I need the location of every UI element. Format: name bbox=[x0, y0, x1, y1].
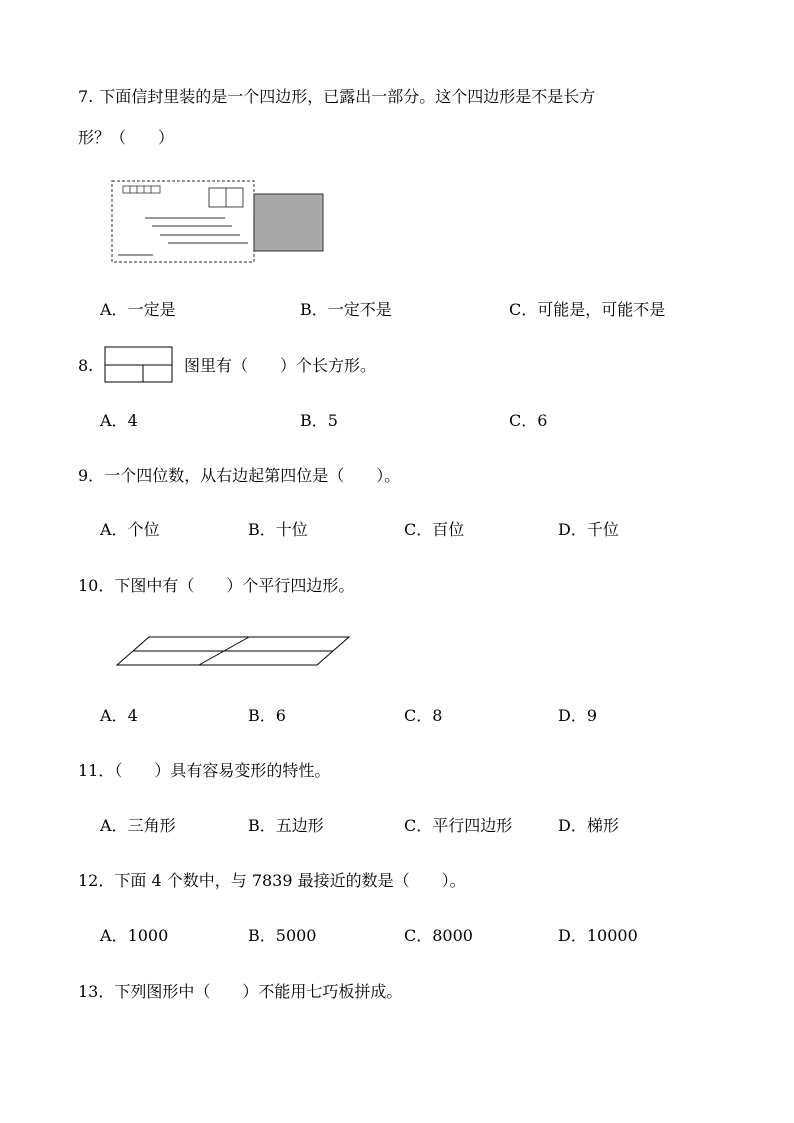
question-7-line2: 形？（ ） bbox=[78, 128, 175, 147]
q12-option-a[interactable]: A．1000 bbox=[100, 926, 169, 945]
question-7-text: 下面信封里装的是一个四边形，已露出一部分。这个四边形是不是长方 bbox=[99, 87, 596, 106]
q7-option-a[interactable]: A．一定是 bbox=[100, 300, 176, 319]
q9-option-c[interactable]: C．百位 bbox=[404, 520, 465, 539]
q8-option-c[interactable]: C．6 bbox=[509, 411, 548, 430]
q7-option-c[interactable]: C．可能是，可能不是 bbox=[509, 300, 666, 319]
q7-option-b[interactable]: B．一定不是 bbox=[300, 300, 392, 319]
question-8-text: 图里有（ ）个长方形。 bbox=[184, 356, 377, 375]
q12-option-b[interactable]: B．5000 bbox=[248, 926, 317, 945]
q10-option-d[interactable]: D．9 bbox=[558, 706, 598, 725]
question-13 bbox=[78, 984, 402, 1000]
q9-option-d[interactable]: D．千位 bbox=[558, 520, 619, 539]
q11-option-a[interactable]: A．三角形 bbox=[100, 816, 176, 835]
question-13-text: 下列图形中（ ）不能用七巧板拼成。 bbox=[114, 982, 403, 1001]
question-8-number: 8. bbox=[78, 356, 94, 375]
question-12-text: 下面 4 个数中，与 7839 最接近的数是（ ）。 bbox=[114, 871, 466, 890]
question-9-text: 一个四位数，从右边起第四位是（ ）。 bbox=[104, 466, 401, 485]
question-10-text: 下图中有（ ）个平行四边形。 bbox=[114, 576, 355, 595]
q9-option-a[interactable]: A．个位 bbox=[100, 520, 160, 539]
question-10-number: 10． bbox=[78, 576, 115, 595]
q10-option-c[interactable]: C．8 bbox=[404, 706, 443, 725]
question-7-number: 7. bbox=[78, 87, 94, 106]
q12-option-c[interactable]: C．8000 bbox=[404, 926, 473, 945]
question-12 bbox=[78, 873, 466, 889]
q12-option-d[interactable]: D．10000 bbox=[558, 926, 638, 945]
question-11-number: 11． bbox=[78, 761, 115, 780]
q11-option-c[interactable]: C．平行四边形 bbox=[404, 816, 513, 835]
q9-option-b[interactable]: B．十位 bbox=[248, 520, 308, 539]
q10-option-b[interactable]: B．6 bbox=[248, 706, 286, 725]
q10-option-a[interactable]: A．4 bbox=[100, 706, 138, 725]
q11-option-d[interactable]: D．梯形 bbox=[558, 816, 619, 835]
question-11-text: （ ）具有容易变形的特性。 bbox=[114, 761, 331, 780]
q8-option-b[interactable]: B．5 bbox=[300, 411, 338, 430]
q8-option-a[interactable]: A．4 bbox=[100, 411, 138, 430]
question-11 bbox=[78, 763, 330, 779]
q11-option-b[interactable]: B．五边形 bbox=[248, 816, 324, 835]
question-12-number: 12． bbox=[78, 871, 115, 890]
question-9-number: 9． bbox=[78, 466, 105, 485]
question-13-number: 13． bbox=[78, 982, 115, 1001]
